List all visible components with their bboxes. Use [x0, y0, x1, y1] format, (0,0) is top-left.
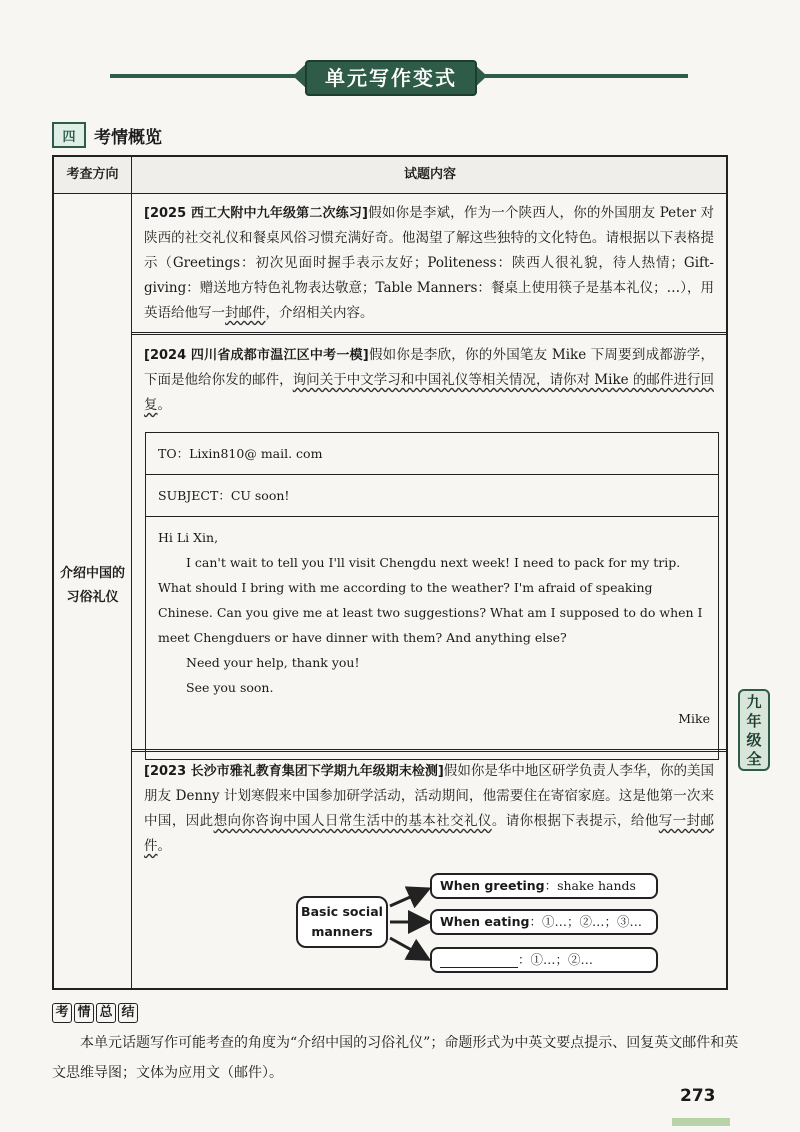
mind-map [296, 860, 642, 980]
summary-label-char: 情 [74, 1003, 94, 1023]
side-tab-char: 级 [746, 731, 762, 749]
section-icon: 四 [52, 122, 86, 148]
banner-rule-right [473, 74, 688, 78]
summary-text: 本单元话题写作可能考查的角度为“介绍中国的习俗礼仪”；命题形式为中英文要点提示、回复英文邮件和英文思维导图；文体为应用文（邮件）。 [52, 1035, 739, 1081]
center-line-2: manners [311, 924, 373, 939]
section-title: 考情概览 [94, 127, 162, 148]
task-1-emphasis: 封邮件 [225, 305, 266, 321]
task-2-emphasis: 询问关于中文学习和中国礼仪等相关情况，请你对 Mike 的邮件进行回复 [144, 372, 714, 413]
side-tab-char: 九 [746, 693, 762, 711]
page-number: 273 [680, 1086, 716, 1106]
branch-blank [430, 947, 658, 973]
email-body [146, 517, 718, 731]
task-3-text-end: 。 [157, 838, 171, 854]
summary-label [52, 1003, 138, 1023]
task-2-text-end: 。 [157, 397, 171, 413]
unit-banner-title: 单元写作变式 [305, 60, 477, 96]
task-2-source: [2024 四川省成都市温江区中考一模] [144, 348, 369, 363]
section-heading [52, 122, 162, 148]
center-line-1: Basic social [301, 904, 383, 919]
task-3 [132, 759, 728, 859]
branch-eating-label: When eating [440, 914, 530, 929]
task-3-source: [2023 长沙市雅礼教育集团下学期九年级期末检测] [144, 764, 444, 779]
email-subject: SUBJECT：CU soon! [146, 475, 718, 517]
mind-map-center [296, 896, 388, 948]
arrow-3-icon [390, 938, 426, 958]
header-direction: 考查方向 [66, 167, 119, 182]
task-1-text-end: ，介绍相关内容。 [265, 305, 374, 321]
task-1-source: [2025 西工大附中九年级第二次练习] [144, 206, 368, 221]
task-2 [132, 343, 728, 418]
branch-eating-value: ：①…；②…；③… [529, 914, 642, 929]
branch-greeting-label: When greeting [440, 878, 545, 893]
branch-eating [430, 909, 658, 935]
email-line-soon: See you soon. [186, 680, 274, 695]
arrow-1-icon [390, 890, 426, 906]
direction-line-2: 习俗礼仪 [66, 590, 119, 605]
task-3-text: 假如你是华中地区研学负责人李华，你的美国朋友 Denny 计划寒假来中国参加研学活动，活动期间，他需要住在寄宿家庭。这是他第一次来中国，因此 [144, 763, 714, 829]
page-number-strip [672, 1118, 730, 1126]
email-to: TO：Lixin810@ mail. com [146, 433, 718, 475]
branch-blank-value: ：①…；②… [518, 952, 594, 967]
email-signature: Mike [678, 711, 710, 726]
email-box [145, 432, 719, 760]
blank-line [440, 953, 518, 968]
branch-greeting [430, 873, 658, 899]
task-3-emphasis: 想向你咨询中国人日常生活中的基本社交礼仪 [213, 813, 492, 829]
side-tab-char: 年 [746, 712, 762, 730]
summary-label-char: 结 [118, 1003, 138, 1023]
direction-cell [54, 562, 131, 610]
task-3-text-mid: 。请你根据下表提示，给他 [491, 813, 659, 829]
direction-line-1: 介绍中国的 [59, 566, 125, 581]
side-tab-char: 全 [746, 750, 762, 768]
email-paragraph: I can't wait to tell you I'll visit Chengdu next week! I need to pack for my trip. What should I bring with me according to the weather? I'm afraid of speaking Chinese. Can you give me at least two suggestions? What am I supposed to do when I meet Chengduers or have dinner with them? And anything else? [158, 555, 703, 645]
summary-label-char: 总 [96, 1003, 116, 1023]
row-separator [132, 749, 728, 752]
banner-rule-left [110, 74, 305, 78]
task-1 [132, 201, 728, 326]
branch-greeting-value: ：shake hands [544, 878, 636, 893]
task-2-text: 假如你是李欣，你的外国笔友 Mike 下周要到成都游学，下面是他给你发的邮件， [144, 347, 714, 388]
grade-side-tab [738, 689, 770, 771]
task-3-emphasis-2: 写一封邮件 [144, 813, 715, 854]
row-separator [132, 332, 728, 335]
task-1-text: 假如你是李斌，作为一个陕西人，你的外国朋友 Peter 对陕西的社交礼仪和餐桌风俗习惯充满好奇。他渴望了解这些独特的文化特色。请根据以下表格提示（Greetings：初次见面时握手表示友好；Politeness：陕西人很礼貌，待人热情；Gift-giving：赠送地方特色礼物表达敬意；Table Manners：餐桌上使用筷子是基本礼仪；…），用英语给他写一 [144, 205, 714, 321]
email-line-help: Need your help, thank you! [186, 655, 360, 670]
summary-label-char: 考 [52, 1003, 72, 1023]
header-content: 试题内容 [403, 167, 456, 182]
email-greeting: Hi Li Xin, [158, 530, 219, 545]
